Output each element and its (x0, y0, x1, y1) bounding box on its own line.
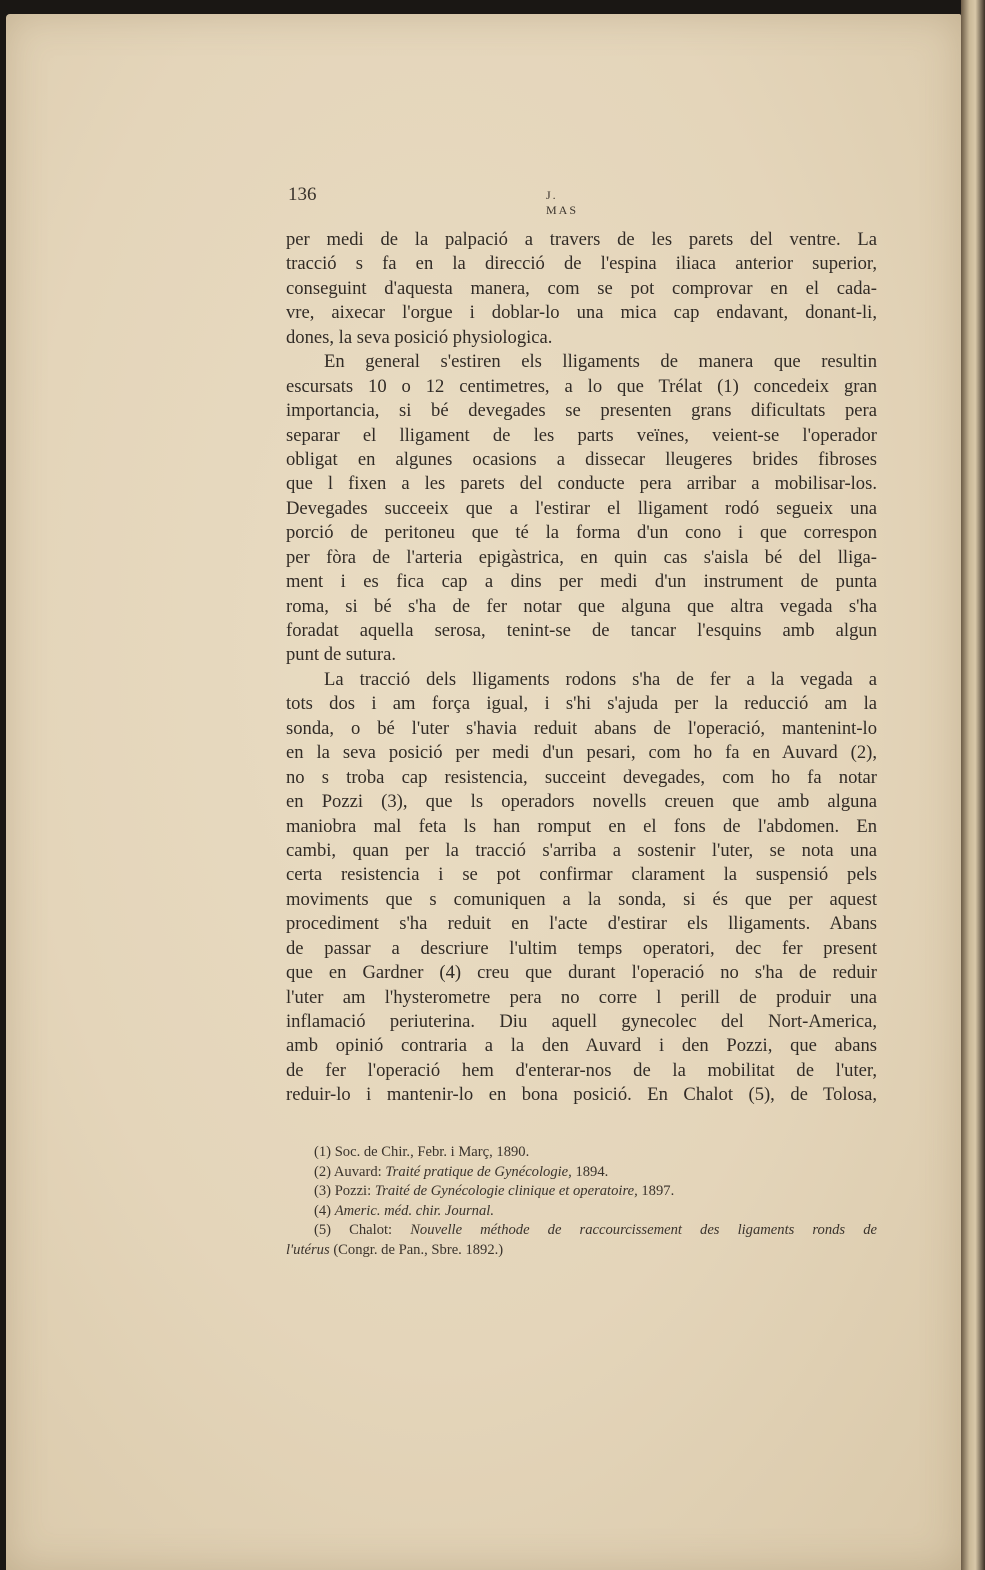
text-line: maniobra mal feta ls han romput en el fons de l'abdomen. En (286, 815, 877, 837)
text-line: en la seva posició per medi d'un pesari, com ho fa en Auvard (2), (286, 742, 877, 764)
text-line: de fer l'operació hem d'enterar-nos de la mobilitat de l'uter, (286, 1059, 877, 1081)
text-line: l'uter am l'hysterometre pera no corre l perill de produir una (286, 986, 877, 1008)
footnote-mark: (3) (314, 1183, 332, 1199)
footnote-continuation (286, 1241, 877, 1261)
footnote-mark: (2) (314, 1163, 332, 1180)
footnote-author: Chalot: (349, 1222, 411, 1238)
text-line: Devegades succeeix que a l'estirar el lligament rodó segueix una (286, 497, 877, 519)
text-line: per medi de la palpació a travers de les parets del ventre. La (286, 229, 877, 250)
footnote-mark: (1) (314, 1144, 332, 1160)
text-line: procediment s'ha reduit en l'acte d'estirar els lligaments. Abans (286, 913, 877, 935)
text-line: que en Gardner (4) creu que durant l'operació no s'ha de reduir (286, 962, 877, 984)
text-line: amb opinió contraria a la den Auvard i den Pozzi, que abans (286, 1035, 877, 1057)
text-line: porció de peritoneu que té la forma d'un cono i que correspon (286, 522, 877, 544)
footnote (286, 1143, 877, 1163)
text-line: punt de sutura. (286, 644, 396, 666)
text-line: moviments que s comuniquen a la sonda, si és que per aquest (286, 888, 877, 910)
text-line: ment i es fica cap a dins per medi d'un instrument de punta (286, 571, 877, 593)
footnote (286, 1202, 877, 1222)
text-line: no s troba cap resistencia, succeint devegades, com ho fa notar (286, 766, 877, 788)
footnote-title: Traité de Gynécologie clinique et operatoire, (374, 1183, 638, 1199)
footnote-year: 1897. (637, 1183, 675, 1199)
text-line: que l fixen a les parets del conducte pera arribar a mobilisar-los. (286, 473, 877, 495)
footnote-title: Traité pratique de Gynécologie, (385, 1163, 572, 1180)
footnote-text: Soc. de Chir., Febr. i Març, 1890. (334, 1144, 530, 1160)
footnote (286, 1163, 877, 1183)
text-line: importancia, si bé devegades se presenten grans dificultats pera (286, 400, 877, 422)
footnote-source: (Congr. de Pan., Sbre. 1892.) (329, 1241, 504, 1258)
text-line: dones, la seva posició physiologica. (286, 326, 553, 348)
text-line: La tracció dels lligaments rodons s'ha de fer a la vegada a (324, 668, 877, 690)
footnote (286, 1182, 877, 1202)
page-number: 136 (288, 184, 317, 205)
text-line: per fòra de l'arteria epigàstrica, en quin cas s'aisla bé del lliga- (286, 546, 877, 568)
footnote (286, 1221, 877, 1241)
text-line: roma, si bé s'ha de fer notar que alguna que altra vegada s'ha (286, 595, 877, 617)
running-head: J. MAS (546, 188, 579, 217)
text-line: tracció s fa en la direcció de l'espina iliaca anterior superior, (286, 253, 877, 275)
page-header (288, 184, 588, 217)
text-line: de passar a descriure l'ultim temps operatori, dec fer present (286, 937, 877, 959)
footnote-author: Pozzi: (334, 1183, 375, 1199)
text-line: tots dos i am força igual, i s'hi s'ajuda per la reducció am la (286, 693, 877, 715)
text-line: reduir-lo i mantenir-lo en bona posició. En Chalot (5), de Tolosa, (286, 1084, 877, 1106)
footnote-mark: (5) (314, 1222, 332, 1238)
footnote-author: Auvard: (333, 1163, 386, 1180)
text-line: obligat en algunes ocasions a dissecar lleugeres brides fibroses (286, 448, 877, 470)
footnote-mark: (4) (314, 1202, 332, 1219)
text-line: separar el lligament de les parts veïnes, veient-se l'operador (286, 424, 877, 446)
body-text (286, 228, 877, 1108)
footnote-title: Nouvelle méthode de raccourcissement des ligaments ronds de (410, 1222, 877, 1238)
footnote-title: Americ. méd. chir. Journal. (334, 1202, 494, 1219)
book-spine (961, 0, 985, 1570)
text-line: certa resistencia i se pot confirmar clarament la suspensió pels (286, 864, 877, 886)
text-line: escursats 10 o 12 centimetres, a lo que Trélat (1) concedeix gran (286, 375, 877, 397)
text-line: conseguint d'aquesta manera, com se pot comprovar en el cada- (286, 277, 877, 299)
footnote-year: 1894. (571, 1163, 609, 1180)
text-line: cambi, quan per la tracció s'arriba a sostenir l'uter, se nota una (286, 839, 877, 861)
text-line: foradat aquella serosa, tenint-se de tancar l'esquins amb algun (286, 620, 877, 641)
text-line: vre, aixecar l'orgue i doblar-lo una mica cap endavant, donant-li, (286, 302, 877, 324)
text-line: en Pozzi (3), que ls operadors novells creuen que amb alguna (286, 791, 877, 813)
text-line: inflamació periuterina. Diu aquell gynecolec del Nort-America, (286, 1011, 877, 1032)
footnotes (286, 1143, 877, 1260)
footnote-title: l'utérus (286, 1241, 330, 1258)
text-line: sonda, o bé l'uter s'havia reduit abans de l'operació, mantenint-lo (286, 717, 877, 739)
text-line: En general s'estiren els lligaments de manera que resultin (324, 351, 877, 373)
